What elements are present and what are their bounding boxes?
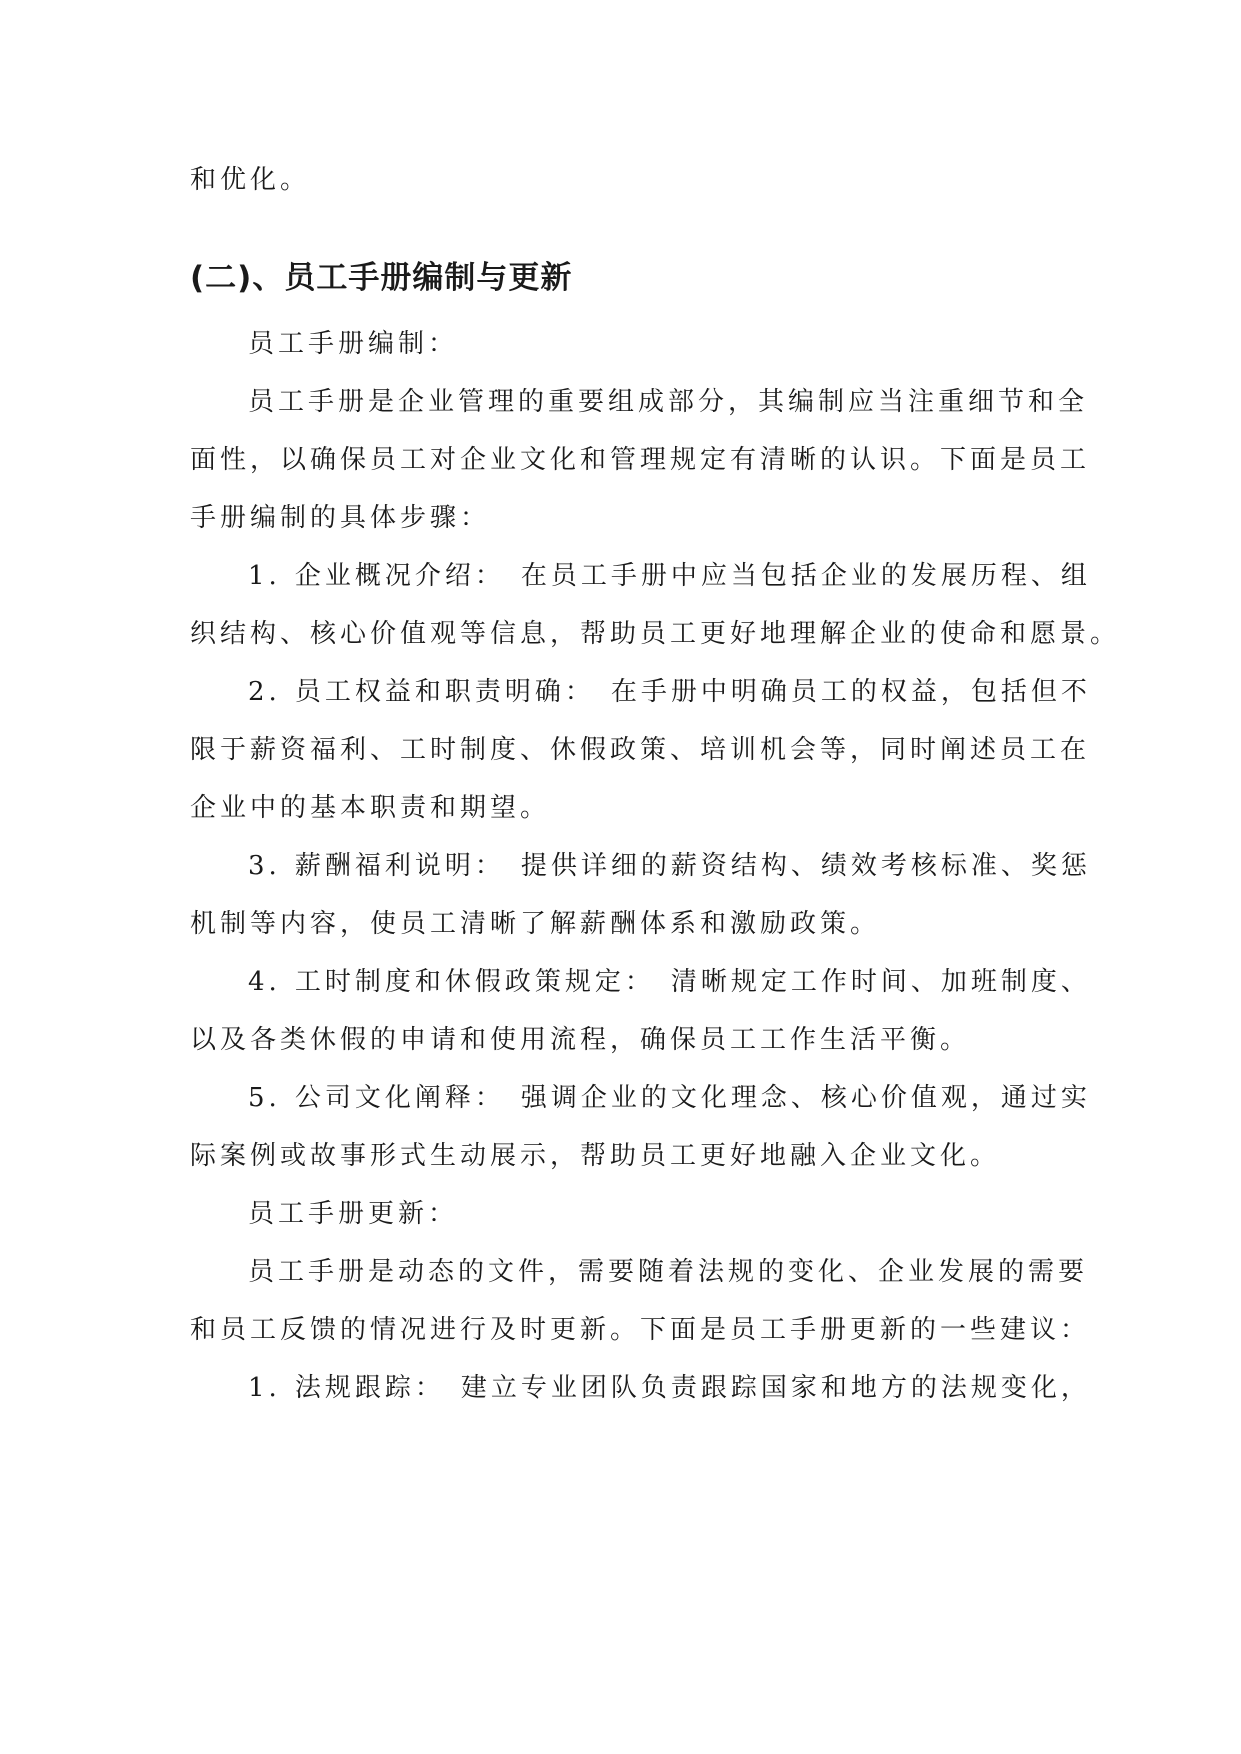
- compile-intro-line-1: 员工手册是企业管理的重要组成部分，其编制应当注重细节和全: [248, 387, 1089, 417]
- step-text: 清晰规定工作时间、加班制度、: [670, 967, 1091, 997]
- step-number: 1.: [248, 561, 281, 591]
- step-number: 4.: [248, 967, 281, 997]
- step-1-line-2: 织结构、核心价值观等信息，帮助员工更好地理解企业的使命和愿景。: [190, 619, 1121, 649]
- step-4-line-2: 以及各类休假的申请和使用流程，确保员工工作生活平衡。: [190, 1025, 971, 1055]
- step-number: 5.: [248, 1083, 281, 1113]
- continued-paragraph-end: 和优化。: [190, 165, 311, 195]
- step-5-line-1: [248, 1078, 1091, 1118]
- compile-subtitle: 员工手册编制：: [248, 329, 459, 359]
- step-3-line-2: 机制等内容，使员工清晰了解薪酬体系和激励政策。: [190, 909, 881, 939]
- step-label: 公司文化阐释：: [294, 1083, 505, 1113]
- step-label: 企业概况介绍：: [294, 561, 505, 591]
- update-step-1-line-1: [248, 1368, 1091, 1408]
- step-2-line-2: 限于薪资福利、工时制度、休假政策、培训机会等，同时阐述员工在: [190, 735, 1091, 765]
- step-label: 工时制度和休假政策规定：: [294, 967, 655, 997]
- update-intro-line-2: 和员工反馈的情况进行及时更新。下面是员工手册更新的一些建议：: [190, 1315, 1091, 1345]
- compile-intro-line-3: 手册编制的具体步骤：: [190, 503, 491, 533]
- step-number: 3.: [248, 851, 281, 881]
- step-label: 员工权益和职责明确：: [294, 677, 595, 707]
- step-2-line-3: 企业中的基本职责和期望。: [190, 793, 551, 823]
- update-intro-line-1: 员工手册是动态的文件，需要随着法规的变化、企业发展的需要: [248, 1257, 1089, 1287]
- step-text: 建立专业团队负责跟踪国家和地方的法规变化，: [460, 1373, 1091, 1403]
- update-subtitle: 员工手册更新：: [248, 1199, 459, 1229]
- step-label: 薪酬福利说明：: [294, 851, 505, 881]
- step-2-line-1: [248, 672, 1091, 712]
- step-text: 在手册中明确员工的权益，包括但不: [610, 677, 1091, 707]
- step-text: 在员工手册中应当包括企业的发展历程、组: [520, 561, 1091, 591]
- step-number: 2.: [248, 677, 281, 707]
- step-5-line-2: 际案例或故事形式生动展示，帮助员工更好地融入企业文化。: [190, 1141, 1001, 1171]
- step-text: 提供详细的薪资结构、绩效考核标准、奖惩: [520, 851, 1091, 881]
- step-number: 1.: [248, 1373, 281, 1403]
- step-1-line-1: [248, 556, 1091, 596]
- step-4-line-1: [248, 962, 1091, 1002]
- step-3-line-1: [248, 846, 1091, 886]
- compile-intro-line-2: 面性，以确保员工对企业文化和管理规定有清晰的认识。下面是员工: [190, 445, 1091, 475]
- section-heading: (二)、员工手册编制与更新: [190, 260, 573, 296]
- step-label: 法规跟踪：: [294, 1373, 445, 1403]
- step-text: 强调企业的文化理念、核心价值观，通过实: [520, 1083, 1091, 1113]
